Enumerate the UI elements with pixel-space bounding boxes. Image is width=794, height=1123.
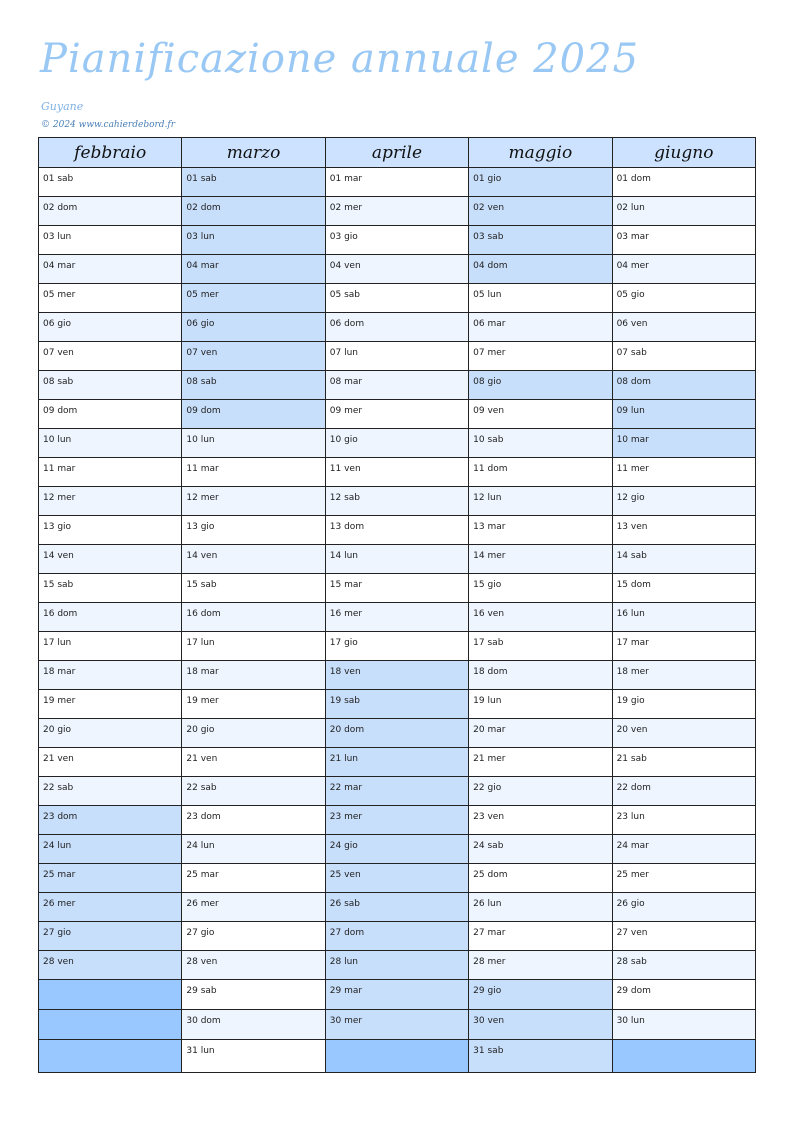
day-cell: 16 ven: [469, 603, 612, 632]
day-cell: 19 lun: [469, 690, 612, 719]
day-cell: 20 dom: [325, 719, 468, 748]
day-cell: 14 mer: [469, 545, 612, 574]
day-cell: 27 dom: [325, 922, 468, 951]
empty-day-cell: [39, 980, 182, 1010]
day-cell: 08 sab: [182, 371, 325, 400]
day-cell: 27 gio: [182, 922, 325, 951]
day-row: [39, 429, 756, 458]
day-row: [39, 922, 756, 951]
day-cell: 31 sab: [469, 1040, 612, 1073]
day-cell: 27 ven: [612, 922, 755, 951]
day-cell: 23 mer: [325, 806, 468, 835]
day-cell: 08 dom: [612, 371, 755, 400]
day-cell: 03 lun: [182, 226, 325, 255]
day-cell: 15 mar: [325, 574, 468, 603]
day-cell: 06 ven: [612, 313, 755, 342]
day-cell: 04 mar: [182, 255, 325, 284]
day-cell: 28 mer: [469, 951, 612, 980]
day-row: [39, 632, 756, 661]
day-cell: 02 dom: [182, 197, 325, 226]
day-cell: 08 sab: [39, 371, 182, 400]
day-cell: 13 gio: [39, 516, 182, 545]
day-cell: 14 lun: [325, 545, 468, 574]
day-cell: 17 mar: [612, 632, 755, 661]
day-cell: 10 gio: [325, 429, 468, 458]
day-cell: 24 sab: [469, 835, 612, 864]
day-row: [39, 516, 756, 545]
day-cell: 01 gio: [469, 168, 612, 197]
day-cell: 23 ven: [469, 806, 612, 835]
day-cell: 04 dom: [469, 255, 612, 284]
day-row: [39, 777, 756, 806]
day-cell: 29 gio: [469, 980, 612, 1010]
day-cell: 30 mer: [325, 1010, 468, 1040]
day-cell: 03 sab: [469, 226, 612, 255]
day-row: [39, 313, 756, 342]
day-cell: 11 mar: [182, 458, 325, 487]
empty-day-cell: [39, 1040, 182, 1073]
day-cell: 15 sab: [182, 574, 325, 603]
day-cell: 27 mar: [469, 922, 612, 951]
day-cell: 28 ven: [39, 951, 182, 980]
day-row: [39, 719, 756, 748]
day-row: [39, 1040, 756, 1073]
day-cell: 26 gio: [612, 893, 755, 922]
day-row: [39, 1010, 756, 1040]
day-cell: 12 mer: [39, 487, 182, 516]
day-cell: 28 lun: [325, 951, 468, 980]
month-header: maggio: [469, 138, 612, 168]
copyright-notice: © 2024 www.cahierdebord.fr: [41, 120, 176, 130]
day-cell: 06 mar: [469, 313, 612, 342]
day-cell: 24 lun: [39, 835, 182, 864]
day-cell: 12 gio: [612, 487, 755, 516]
day-cell: 31 lun: [182, 1040, 325, 1073]
day-cell: 18 mer: [612, 661, 755, 690]
day-cell: 21 sab: [612, 748, 755, 777]
day-row: [39, 748, 756, 777]
day-cell: 13 mar: [469, 516, 612, 545]
day-cell: 25 dom: [469, 864, 612, 893]
day-cell: 03 gio: [325, 226, 468, 255]
day-cell: 03 mar: [612, 226, 755, 255]
month-header: giugno: [612, 138, 755, 168]
day-cell: 24 gio: [325, 835, 468, 864]
day-cell: 20 gio: [39, 719, 182, 748]
day-cell: 19 mer: [39, 690, 182, 719]
day-cell: 09 ven: [469, 400, 612, 429]
day-cell: 15 gio: [469, 574, 612, 603]
day-cell: 26 mer: [39, 893, 182, 922]
day-cell: 17 lun: [39, 632, 182, 661]
day-cell: 21 lun: [325, 748, 468, 777]
day-row: [39, 197, 756, 226]
day-cell: 10 lun: [39, 429, 182, 458]
day-cell: 01 dom: [612, 168, 755, 197]
day-cell: 17 lun: [182, 632, 325, 661]
day-cell: 09 lun: [612, 400, 755, 429]
day-cell: 05 mer: [182, 284, 325, 313]
day-row: [39, 545, 756, 574]
day-cell: 21 ven: [39, 748, 182, 777]
day-cell: 21 mer: [469, 748, 612, 777]
day-cell: 13 dom: [325, 516, 468, 545]
day-cell: 04 ven: [325, 255, 468, 284]
day-cell: 01 mar: [325, 168, 468, 197]
day-row: [39, 371, 756, 400]
day-cell: 22 sab: [39, 777, 182, 806]
day-cell: 28 sab: [612, 951, 755, 980]
day-cell: 20 gio: [182, 719, 325, 748]
day-cell: 25 mar: [39, 864, 182, 893]
day-cell: 28 ven: [182, 951, 325, 980]
day-row: [39, 284, 756, 313]
day-cell: 11 mar: [39, 458, 182, 487]
page-title: Pianificazione annuale 2025: [40, 36, 640, 82]
day-cell: 13 ven: [612, 516, 755, 545]
day-cell: 23 dom: [182, 806, 325, 835]
day-row: [39, 400, 756, 429]
day-cell: 03 lun: [39, 226, 182, 255]
day-cell: 01 sab: [39, 168, 182, 197]
day-cell: 26 lun: [469, 893, 612, 922]
planner-table: [38, 137, 756, 1073]
day-cell: 24 lun: [182, 835, 325, 864]
day-cell: 22 dom: [612, 777, 755, 806]
day-cell: 18 ven: [325, 661, 468, 690]
day-cell: 23 lun: [612, 806, 755, 835]
day-cell: 25 mar: [182, 864, 325, 893]
day-row: [39, 255, 756, 284]
day-cell: 06 gio: [182, 313, 325, 342]
day-cell: 20 ven: [612, 719, 755, 748]
day-cell: 02 ven: [469, 197, 612, 226]
empty-day-cell: [39, 1010, 182, 1040]
month-header: febbraio: [39, 138, 182, 168]
day-cell: 05 sab: [325, 284, 468, 313]
day-cell: 30 dom: [182, 1010, 325, 1040]
planner-body: [39, 168, 756, 1073]
day-cell: 26 sab: [325, 893, 468, 922]
day-row: [39, 893, 756, 922]
day-row: [39, 690, 756, 719]
day-row: [39, 226, 756, 255]
day-row: [39, 835, 756, 864]
month-header: aprile: [325, 138, 468, 168]
day-cell: 24 mar: [612, 835, 755, 864]
day-row: [39, 342, 756, 371]
day-cell: 13 gio: [182, 516, 325, 545]
day-cell: 02 mer: [325, 197, 468, 226]
day-cell: 18 mar: [39, 661, 182, 690]
day-cell: 11 mer: [612, 458, 755, 487]
day-row: [39, 487, 756, 516]
empty-day-cell: [325, 1040, 468, 1073]
day-row: [39, 951, 756, 980]
day-cell: 29 sab: [182, 980, 325, 1010]
day-cell: 04 mar: [39, 255, 182, 284]
day-cell: 19 sab: [325, 690, 468, 719]
day-cell: 17 sab: [469, 632, 612, 661]
day-cell: 25 ven: [325, 864, 468, 893]
day-cell: 12 mer: [182, 487, 325, 516]
day-cell: 02 dom: [39, 197, 182, 226]
day-cell: 16 dom: [39, 603, 182, 632]
day-cell: 07 lun: [325, 342, 468, 371]
day-cell: 15 sab: [39, 574, 182, 603]
day-cell: 23 dom: [39, 806, 182, 835]
day-cell: 26 mer: [182, 893, 325, 922]
day-cell: 10 sab: [469, 429, 612, 458]
day-row: [39, 603, 756, 632]
day-cell: 27 gio: [39, 922, 182, 951]
month-header-row: [39, 138, 756, 168]
day-cell: 19 gio: [612, 690, 755, 719]
day-cell: 06 dom: [325, 313, 468, 342]
day-cell: 04 mer: [612, 255, 755, 284]
day-cell: 29 mar: [325, 980, 468, 1010]
day-cell: 07 ven: [182, 342, 325, 371]
day-cell: 25 mer: [612, 864, 755, 893]
day-cell: 16 dom: [182, 603, 325, 632]
day-cell: 14 ven: [39, 545, 182, 574]
day-cell: 19 mer: [182, 690, 325, 719]
day-cell: 10 mar: [612, 429, 755, 458]
day-cell: 21 ven: [182, 748, 325, 777]
day-cell: 07 ven: [39, 342, 182, 371]
day-cell: 02 lun: [612, 197, 755, 226]
day-cell: 12 sab: [325, 487, 468, 516]
day-row: [39, 864, 756, 893]
day-cell: 08 mar: [325, 371, 468, 400]
day-cell: 15 dom: [612, 574, 755, 603]
day-row: [39, 806, 756, 835]
day-cell: 05 lun: [469, 284, 612, 313]
day-row: [39, 574, 756, 603]
month-header: marzo: [182, 138, 325, 168]
day-cell: 29 dom: [612, 980, 755, 1010]
day-cell: 09 mer: [325, 400, 468, 429]
day-cell: 10 lun: [182, 429, 325, 458]
region-subtitle: Guyane: [41, 100, 84, 113]
day-cell: 06 gio: [39, 313, 182, 342]
day-cell: 22 gio: [469, 777, 612, 806]
day-cell: 14 ven: [182, 545, 325, 574]
empty-day-cell: [612, 1040, 755, 1073]
day-cell: 16 mer: [325, 603, 468, 632]
day-cell: 09 dom: [182, 400, 325, 429]
day-cell: 07 mer: [469, 342, 612, 371]
day-cell: 07 sab: [612, 342, 755, 371]
day-row: [39, 458, 756, 487]
day-cell: 09 dom: [39, 400, 182, 429]
day-row: [39, 168, 756, 197]
day-cell: 30 ven: [469, 1010, 612, 1040]
day-cell: 16 lun: [612, 603, 755, 632]
day-cell: 01 sab: [182, 168, 325, 197]
day-cell: 17 gio: [325, 632, 468, 661]
day-cell: 14 sab: [612, 545, 755, 574]
day-cell: 11 ven: [325, 458, 468, 487]
day-cell: 18 mar: [182, 661, 325, 690]
day-cell: 22 mar: [325, 777, 468, 806]
day-cell: 30 lun: [612, 1010, 755, 1040]
day-cell: 12 lun: [469, 487, 612, 516]
day-cell: 20 mar: [469, 719, 612, 748]
day-cell: 05 mer: [39, 284, 182, 313]
day-row: [39, 661, 756, 690]
day-cell: 18 dom: [469, 661, 612, 690]
day-row: [39, 980, 756, 1010]
day-cell: 22 sab: [182, 777, 325, 806]
day-cell: 05 gio: [612, 284, 755, 313]
day-cell: 08 gio: [469, 371, 612, 400]
day-cell: 11 dom: [469, 458, 612, 487]
